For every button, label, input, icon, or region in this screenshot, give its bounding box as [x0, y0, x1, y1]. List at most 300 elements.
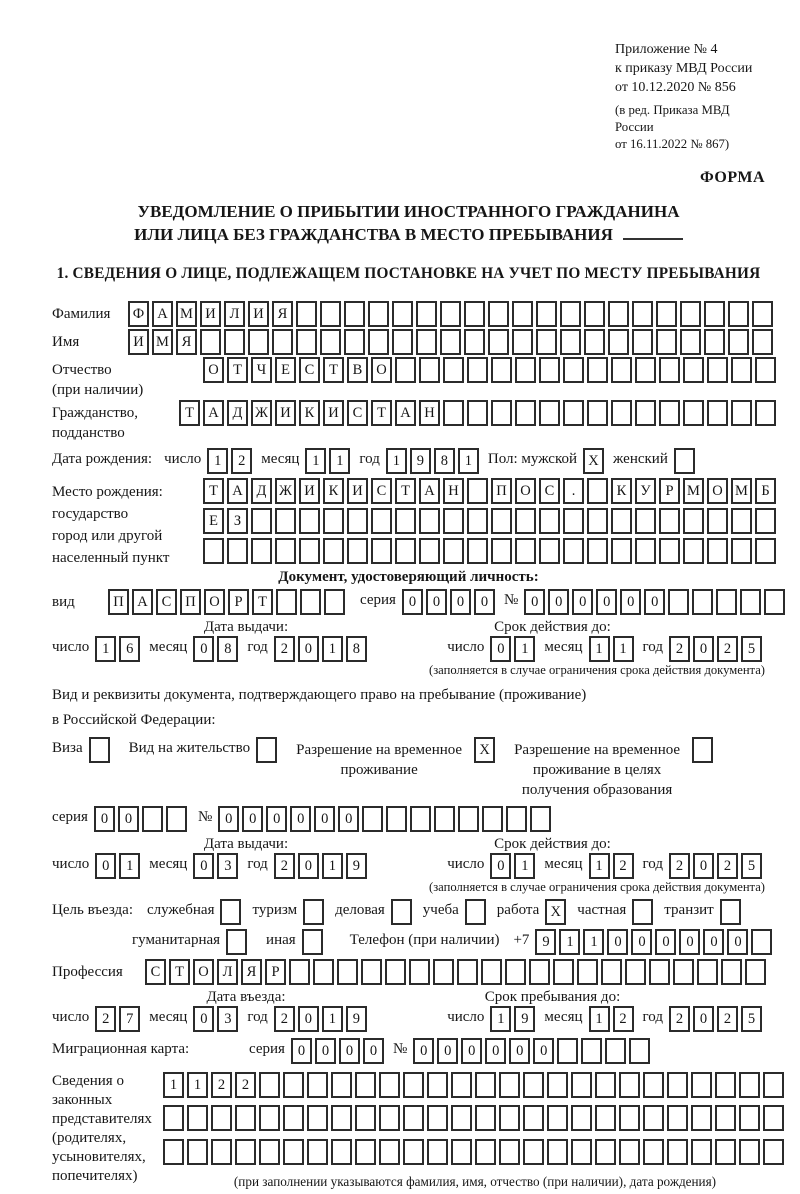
char-cell[interactable] [419, 508, 440, 534]
char-cell[interactable] [226, 929, 247, 955]
char-cell[interactable] [475, 1105, 496, 1131]
char-cell[interactable] [488, 329, 509, 355]
char-cell[interactable] [337, 959, 358, 985]
char-cell[interactable]: 3 [217, 1006, 238, 1032]
char-cell[interactable] [403, 1072, 424, 1098]
char-cell[interactable]: 5 [741, 853, 762, 879]
char-cell[interactable] [434, 806, 455, 832]
char-cell[interactable] [553, 959, 574, 985]
char-cell[interactable] [751, 929, 772, 955]
char-cell[interactable]: С [539, 478, 560, 504]
char-cell[interactable] [745, 959, 766, 985]
char-cell[interactable] [283, 1072, 304, 1098]
char-cell[interactable] [680, 301, 701, 327]
char-cell[interactable] [283, 1139, 304, 1165]
char-cell[interactable] [307, 1072, 328, 1098]
char-cell[interactable]: А [395, 400, 416, 426]
char-cell[interactable] [403, 1139, 424, 1165]
char-cell[interactable]: 1 [322, 636, 343, 662]
char-cell[interactable] [619, 1139, 640, 1165]
char-cell[interactable] [763, 1105, 784, 1131]
char-cell[interactable]: 0 [193, 853, 214, 879]
char-cell[interactable]: А [132, 589, 153, 615]
char-cell[interactable]: 2 [231, 448, 252, 474]
char-cell[interactable]: 0 [693, 853, 714, 879]
char-cell[interactable] [395, 357, 416, 383]
char-cell[interactable] [680, 329, 701, 355]
char-cell[interactable]: 0 [631, 929, 652, 955]
char-cell[interactable] [283, 1105, 304, 1131]
char-cell[interactable] [563, 400, 584, 426]
char-cell[interactable] [416, 329, 437, 355]
char-cell[interactable] [523, 1139, 544, 1165]
char-cell[interactable]: В [347, 357, 368, 383]
char-cell[interactable]: 2 [211, 1072, 232, 1098]
char-cell[interactable]: 0 [193, 1006, 214, 1032]
char-cell[interactable] [362, 806, 383, 832]
char-cell[interactable]: Б [755, 478, 776, 504]
char-cell[interactable] [632, 301, 653, 327]
char-cell[interactable] [300, 589, 321, 615]
char-cell[interactable] [728, 329, 749, 355]
char-cell[interactable] [707, 400, 728, 426]
char-cell[interactable]: 0 [290, 806, 311, 832]
char-cell[interactable]: Т [323, 357, 344, 383]
char-cell[interactable] [523, 1105, 544, 1131]
char-cell[interactable]: С [347, 400, 368, 426]
char-cell[interactable] [667, 1139, 688, 1165]
char-cell[interactable] [563, 357, 584, 383]
char-cell[interactable] [224, 329, 245, 355]
char-cell[interactable] [523, 1072, 544, 1098]
char-cell[interactable]: М [683, 478, 704, 504]
char-cell[interactable] [608, 301, 629, 327]
char-cell[interactable]: И [347, 478, 368, 504]
char-cell[interactable] [659, 538, 680, 564]
char-cell[interactable] [166, 806, 187, 832]
char-cell[interactable] [371, 538, 392, 564]
char-cell[interactable] [392, 329, 413, 355]
char-cell[interactable] [721, 959, 742, 985]
char-cell[interactable] [584, 329, 605, 355]
char-cell[interactable]: 0 [655, 929, 676, 955]
char-cell[interactable] [347, 508, 368, 534]
char-cell[interactable]: 0 [703, 929, 724, 955]
char-cell[interactable] [379, 1139, 400, 1165]
char-cell[interactable] [752, 329, 773, 355]
char-cell[interactable]: 0 [242, 806, 263, 832]
char-cell[interactable] [635, 508, 656, 534]
char-cell[interactable] [323, 508, 344, 534]
char-cell[interactable] [692, 737, 713, 763]
char-cell[interactable]: П [180, 589, 201, 615]
char-cell[interactable] [529, 959, 550, 985]
char-cell[interactable] [187, 1139, 208, 1165]
char-cell[interactable]: 1 [589, 1006, 610, 1032]
char-cell[interactable] [347, 538, 368, 564]
char-cell[interactable] [515, 508, 536, 534]
char-cell[interactable] [331, 1105, 352, 1131]
char-cell[interactable]: 1 [95, 636, 116, 662]
char-cell[interactable]: И [128, 329, 149, 355]
char-cell[interactable]: И [323, 400, 344, 426]
char-cell[interactable] [587, 538, 608, 564]
char-cell[interactable]: О [193, 959, 214, 985]
char-cell[interactable] [409, 959, 430, 985]
char-cell[interactable]: 0 [413, 1038, 434, 1064]
char-cell[interactable] [251, 538, 272, 564]
char-cell[interactable] [248, 329, 269, 355]
char-cell[interactable] [307, 1139, 328, 1165]
char-cell[interactable] [595, 1105, 616, 1131]
char-cell[interactable] [403, 1105, 424, 1131]
char-cell[interactable] [475, 1139, 496, 1165]
char-cell[interactable]: 2 [669, 636, 690, 662]
char-cell[interactable]: 1 [458, 448, 479, 474]
char-cell[interactable]: З [227, 508, 248, 534]
char-cell[interactable]: 0 [461, 1038, 482, 1064]
char-cell[interactable] [488, 301, 509, 327]
char-cell[interactable]: С [145, 959, 166, 985]
char-cell[interactable] [720, 899, 741, 925]
char-cell[interactable] [683, 508, 704, 534]
char-cell[interactable] [697, 959, 718, 985]
char-cell[interactable]: Л [217, 959, 238, 985]
char-cell[interactable]: 9 [346, 853, 367, 879]
char-cell[interactable] [427, 1139, 448, 1165]
char-cell[interactable] [667, 1072, 688, 1098]
char-cell[interactable] [443, 538, 464, 564]
char-cell[interactable] [371, 508, 392, 534]
char-cell[interactable]: 0 [490, 636, 511, 662]
char-cell[interactable] [659, 508, 680, 534]
char-cell[interactable] [443, 357, 464, 383]
char-cell[interactable] [683, 400, 704, 426]
char-cell[interactable]: Д [227, 400, 248, 426]
char-cell[interactable] [313, 959, 334, 985]
char-cell[interactable]: К [299, 400, 320, 426]
char-cell[interactable] [379, 1105, 400, 1131]
char-cell[interactable]: 1 [322, 1006, 343, 1032]
char-cell[interactable] [632, 899, 653, 925]
char-cell[interactable] [731, 357, 752, 383]
char-cell[interactable] [731, 538, 752, 564]
char-cell[interactable]: Н [419, 400, 440, 426]
char-cell[interactable]: 1 [589, 853, 610, 879]
char-cell[interactable]: Р [228, 589, 249, 615]
char-cell[interactable]: И [200, 301, 221, 327]
char-cell[interactable] [563, 508, 584, 534]
char-cell[interactable] [584, 301, 605, 327]
char-cell[interactable]: 0 [338, 806, 359, 832]
char-cell[interactable] [275, 538, 296, 564]
char-cell[interactable] [649, 959, 670, 985]
char-cell[interactable] [539, 538, 560, 564]
char-cell[interactable] [512, 329, 533, 355]
char-cell[interactable]: 0 [118, 806, 139, 832]
char-cell[interactable] [635, 400, 656, 426]
char-cell[interactable]: Т [179, 400, 200, 426]
char-cell[interactable] [536, 301, 557, 327]
char-cell[interactable] [355, 1139, 376, 1165]
char-cell[interactable]: 0 [291, 1038, 312, 1064]
char-cell[interactable]: 1 [322, 853, 343, 879]
char-cell[interactable] [611, 538, 632, 564]
char-cell[interactable]: 0 [572, 589, 593, 615]
char-cell[interactable]: 1 [119, 853, 140, 879]
char-cell[interactable]: 1 [490, 1006, 511, 1032]
char-cell[interactable] [289, 959, 310, 985]
char-cell[interactable] [755, 508, 776, 534]
char-cell[interactable] [235, 1139, 256, 1165]
char-cell[interactable]: 0 [548, 589, 569, 615]
char-cell[interactable]: Д [251, 478, 272, 504]
char-cell[interactable]: С [299, 357, 320, 383]
char-cell[interactable] [458, 806, 479, 832]
char-cell[interactable]: 0 [485, 1038, 506, 1064]
char-cell[interactable] [515, 357, 536, 383]
char-cell[interactable] [320, 329, 341, 355]
char-cell[interactable] [395, 538, 416, 564]
char-cell[interactable] [457, 959, 478, 985]
char-cell[interactable] [704, 301, 725, 327]
char-cell[interactable] [692, 589, 713, 615]
char-cell[interactable] [595, 1139, 616, 1165]
char-cell[interactable] [481, 959, 502, 985]
char-cell[interactable]: М [152, 329, 173, 355]
char-cell[interactable]: Я [241, 959, 262, 985]
char-cell[interactable]: Ж [275, 478, 296, 504]
char-cell[interactable]: Е [203, 508, 224, 534]
char-cell[interactable] [667, 1105, 688, 1131]
char-cell[interactable]: Н [443, 478, 464, 504]
char-cell[interactable] [659, 400, 680, 426]
char-cell[interactable]: 2 [613, 1006, 634, 1032]
char-cell[interactable]: 0 [474, 589, 495, 615]
char-cell[interactable] [220, 899, 241, 925]
char-cell[interactable] [467, 400, 488, 426]
char-cell[interactable] [361, 959, 382, 985]
char-cell[interactable] [547, 1072, 568, 1098]
char-cell[interactable] [619, 1072, 640, 1098]
char-cell[interactable] [691, 1139, 712, 1165]
char-cell[interactable] [467, 508, 488, 534]
char-cell[interactable] [259, 1105, 280, 1131]
char-cell[interactable]: 0 [298, 636, 319, 662]
char-cell[interactable] [674, 448, 695, 474]
char-cell[interactable] [625, 959, 646, 985]
char-cell[interactable] [587, 478, 608, 504]
char-cell[interactable] [547, 1105, 568, 1131]
char-cell[interactable]: Л [224, 301, 245, 327]
char-cell[interactable] [200, 329, 221, 355]
char-cell[interactable]: 0 [314, 806, 335, 832]
char-cell[interactable] [668, 589, 689, 615]
char-cell[interactable] [643, 1105, 664, 1131]
char-cell[interactable]: А [152, 301, 173, 327]
char-cell[interactable]: 0 [679, 929, 700, 955]
char-cell[interactable]: И [299, 478, 320, 504]
char-cell[interactable] [499, 1139, 520, 1165]
char-cell[interactable]: О [203, 357, 224, 383]
char-cell[interactable] [451, 1139, 472, 1165]
char-cell[interactable] [331, 1139, 352, 1165]
char-cell[interactable] [251, 508, 272, 534]
char-cell[interactable] [355, 1072, 376, 1098]
char-cell[interactable]: 0 [450, 589, 471, 615]
char-cell[interactable] [296, 329, 317, 355]
char-cell[interactable] [302, 929, 323, 955]
char-cell[interactable] [581, 1038, 602, 1064]
char-cell[interactable]: А [227, 478, 248, 504]
char-cell[interactable]: 2 [717, 853, 738, 879]
char-cell[interactable] [731, 508, 752, 534]
char-cell[interactable] [563, 538, 584, 564]
char-cell[interactable]: . [563, 478, 584, 504]
char-cell[interactable] [683, 538, 704, 564]
char-cell[interactable]: Ж [251, 400, 272, 426]
char-cell[interactable] [707, 538, 728, 564]
char-cell[interactable] [482, 806, 503, 832]
char-cell[interactable] [656, 329, 677, 355]
char-cell[interactable]: 2 [613, 853, 634, 879]
char-cell[interactable] [728, 301, 749, 327]
char-cell[interactable]: 2 [669, 1006, 690, 1032]
char-cell[interactable] [704, 329, 725, 355]
char-cell[interactable] [715, 1105, 736, 1131]
char-cell[interactable] [392, 301, 413, 327]
char-cell[interactable]: 0 [490, 853, 511, 879]
char-cell[interactable]: 1 [207, 448, 228, 474]
char-cell[interactable] [763, 1139, 784, 1165]
char-cell[interactable] [587, 400, 608, 426]
char-cell[interactable] [571, 1072, 592, 1098]
char-cell[interactable] [307, 1105, 328, 1131]
char-cell[interactable] [611, 357, 632, 383]
char-cell[interactable] [385, 959, 406, 985]
char-cell[interactable] [635, 357, 656, 383]
char-cell[interactable]: Т [169, 959, 190, 985]
char-cell[interactable] [419, 357, 440, 383]
char-cell[interactable] [611, 508, 632, 534]
char-cell[interactable] [656, 301, 677, 327]
char-cell[interactable]: И [275, 400, 296, 426]
char-cell[interactable] [571, 1139, 592, 1165]
char-cell[interactable]: 0 [533, 1038, 554, 1064]
char-cell[interactable] [211, 1139, 232, 1165]
char-cell[interactable]: Я [272, 301, 293, 327]
char-cell[interactable] [739, 1105, 760, 1131]
char-cell[interactable] [619, 1105, 640, 1131]
char-cell[interactable]: 1 [559, 929, 580, 955]
char-cell[interactable]: О [515, 478, 536, 504]
char-cell[interactable] [683, 357, 704, 383]
char-cell[interactable]: М [176, 301, 197, 327]
char-cell[interactable]: Т [203, 478, 224, 504]
char-cell[interactable] [467, 538, 488, 564]
char-cell[interactable]: П [108, 589, 129, 615]
char-cell[interactable] [259, 1139, 280, 1165]
char-cell[interactable] [505, 959, 526, 985]
char-cell[interactable] [256, 737, 277, 763]
char-cell[interactable]: 0 [509, 1038, 530, 1064]
char-cell[interactable] [716, 589, 737, 615]
char-cell[interactable] [740, 589, 761, 615]
char-cell[interactable] [331, 1072, 352, 1098]
char-cell[interactable]: X [474, 737, 495, 763]
char-cell[interactable] [659, 357, 680, 383]
char-cell[interactable]: М [731, 478, 752, 504]
char-cell[interactable]: 1 [329, 448, 350, 474]
char-cell[interactable]: А [419, 478, 440, 504]
char-cell[interactable] [739, 1072, 760, 1098]
char-cell[interactable]: 2 [669, 853, 690, 879]
char-cell[interactable] [731, 400, 752, 426]
char-cell[interactable]: 7 [119, 1006, 140, 1032]
char-cell[interactable] [643, 1139, 664, 1165]
char-cell[interactable]: Е [275, 357, 296, 383]
char-cell[interactable] [595, 1072, 616, 1098]
char-cell[interactable] [211, 1105, 232, 1131]
char-cell[interactable] [475, 1072, 496, 1098]
char-cell[interactable] [433, 959, 454, 985]
char-cell[interactable] [755, 538, 776, 564]
char-cell[interactable] [506, 806, 527, 832]
char-cell[interactable] [259, 1072, 280, 1098]
char-cell[interactable]: О [371, 357, 392, 383]
char-cell[interactable] [440, 329, 461, 355]
char-cell[interactable] [547, 1139, 568, 1165]
char-cell[interactable]: 1 [187, 1072, 208, 1098]
char-cell[interactable] [673, 959, 694, 985]
char-cell[interactable] [557, 1038, 578, 1064]
char-cell[interactable]: К [323, 478, 344, 504]
char-cell[interactable]: Т [227, 357, 248, 383]
char-cell[interactable]: 8 [217, 636, 238, 662]
char-cell[interactable] [440, 301, 461, 327]
char-cell[interactable]: 0 [94, 806, 115, 832]
char-cell[interactable] [187, 1105, 208, 1131]
char-cell[interactable] [577, 959, 598, 985]
char-cell[interactable]: 2 [717, 1006, 738, 1032]
char-cell[interactable] [324, 589, 345, 615]
char-cell[interactable] [539, 400, 560, 426]
char-cell[interactable] [355, 1105, 376, 1131]
char-cell[interactable]: Р [265, 959, 286, 985]
char-cell[interactable] [499, 1072, 520, 1098]
char-cell[interactable]: А [203, 400, 224, 426]
char-cell[interactable] [464, 301, 485, 327]
char-cell[interactable] [629, 1038, 650, 1064]
char-cell[interactable]: 1 [163, 1072, 184, 1098]
char-cell[interactable]: 0 [193, 636, 214, 662]
char-cell[interactable]: 2 [274, 853, 295, 879]
char-cell[interactable] [296, 301, 317, 327]
char-cell[interactable]: 0 [620, 589, 641, 615]
char-cell[interactable] [601, 959, 622, 985]
char-cell[interactable]: О [707, 478, 728, 504]
char-cell[interactable] [715, 1139, 736, 1165]
char-cell[interactable] [272, 329, 293, 355]
char-cell[interactable]: Т [395, 478, 416, 504]
char-cell[interactable] [276, 589, 297, 615]
char-cell[interactable] [467, 478, 488, 504]
char-cell[interactable] [89, 737, 110, 763]
char-cell[interactable]: X [583, 448, 604, 474]
char-cell[interactable]: С [156, 589, 177, 615]
char-cell[interactable] [491, 357, 512, 383]
char-cell[interactable]: Т [371, 400, 392, 426]
